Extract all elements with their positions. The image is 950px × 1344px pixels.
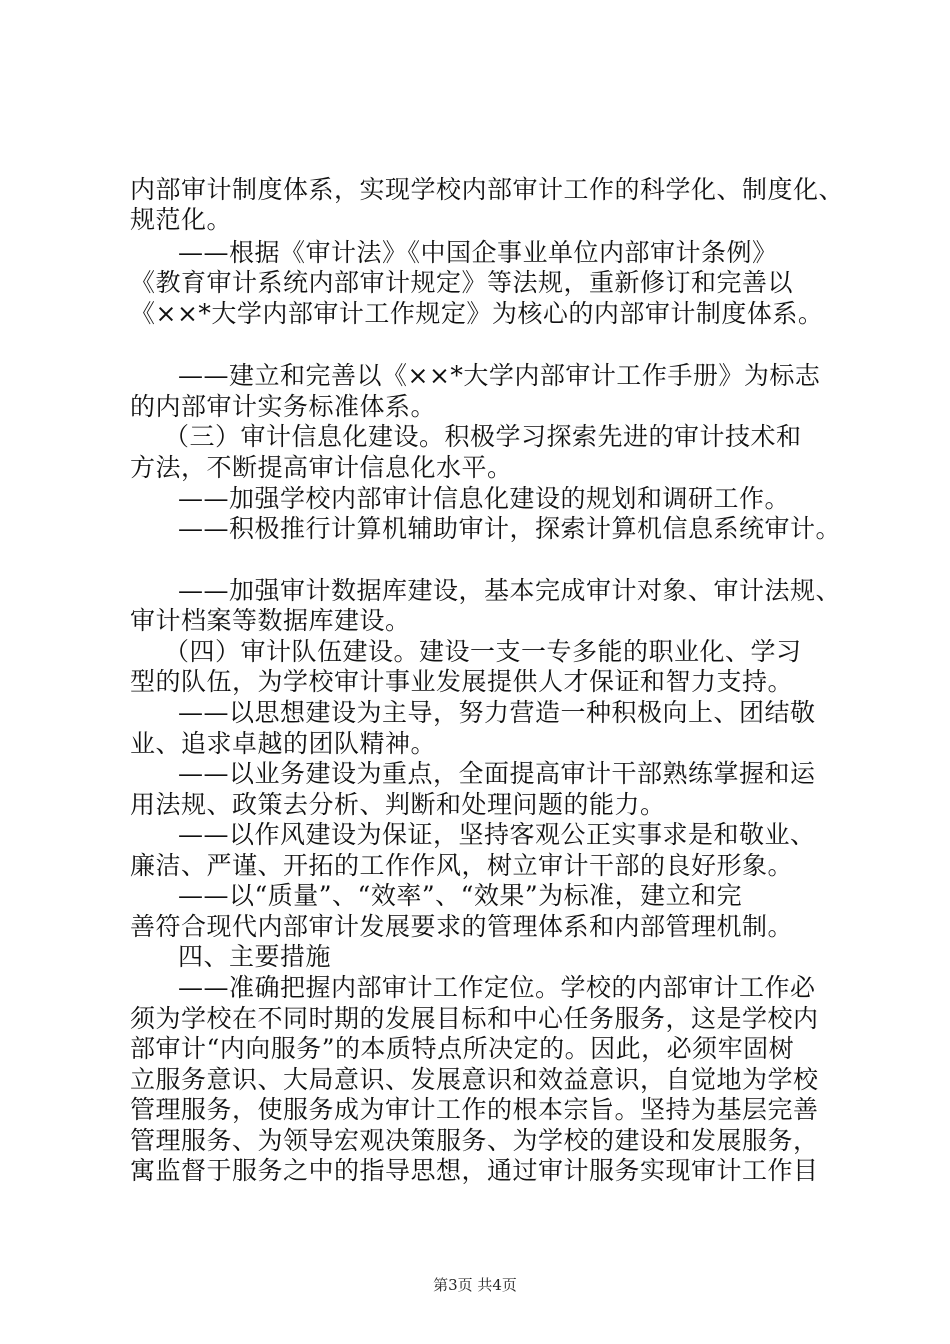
text-line: 内部审计制度体系，实现学校内部审计工作的科学化、制度化、 xyxy=(130,175,845,204)
text-line: （三）审计信息化建设。积极学习探索先进的审计技术和 xyxy=(164,422,802,451)
text-line: 廉洁、严谨、开拓的工作作风，树立审计干部的良好形象。 xyxy=(130,851,794,880)
text-line: ——建立和完善以《××*大学内部审计工作手册》为标志 xyxy=(178,361,821,390)
text-line: ——准确把握内部审计工作定位。学校的内部审计工作必 xyxy=(178,973,816,1002)
text-line: 管理服务，使服务成为审计工作的根本宗旨。坚持为基层完善 xyxy=(130,1095,819,1124)
text-line: ——以业务建设为重点，全面提高审计干部熟练掌握和运 xyxy=(178,759,816,788)
text-line: 寓监督于服务之中的指导思想，通过审计服务实现审计工作目 xyxy=(130,1156,819,1185)
text-line: 管理服务、为领导宏观决策服务、为学校的建设和发展服务， xyxy=(130,1126,819,1155)
text-line: 业、追求卓越的团队精神。 xyxy=(130,729,437,758)
text-line: 方法，不断提高审计信息化水平。 xyxy=(130,453,513,482)
text-line: 审计档案等数据库建设。 xyxy=(130,606,411,635)
text-line: 规范化。 xyxy=(130,205,233,234)
page-footer: 第3页 共4页 xyxy=(433,1276,517,1294)
text-line: ——积极推行计算机辅助审计，探索计算机信息系统审计。 xyxy=(178,514,842,543)
text-line: （四）审计队伍建设。建设一支一专多能的职业化、学习 xyxy=(164,637,802,666)
text-line: 《××*大学内部审计工作规定》为核心的内部审计制度体系。 xyxy=(130,299,824,328)
text-line: 《教育审计系统内部审计规定》等法规，重新修订和完善以 xyxy=(130,268,794,297)
text-line: ——以“质量”、“效率”、“效果”为标准，建立和完 xyxy=(178,881,743,910)
text-line: ——根据《审计法》《中国企事业单位内部审计条例》 xyxy=(178,238,778,267)
text-line: 须为学校在不同时期的发展目标和中心任务服务，这是学校内 xyxy=(130,1004,819,1033)
text-line: 善符合现代内部审计发展要求的管理体系和内部管理机制。 xyxy=(130,912,794,941)
text-line: ——加强学校内部审计信息化建设的规划和调研工作。 xyxy=(178,484,791,513)
text-line: 立服务意识、大局意识、发展意识和效益意识，自觉地为学校 xyxy=(130,1065,819,1094)
text-line: 部审计“内向服务”的本质特点所决定的。因此，必须牢固树 xyxy=(130,1034,795,1063)
text-line: 的内部审计实务标准体系。 xyxy=(130,392,437,421)
text-line: 型的队伍，为学校审计事业发展提供人才保证和智力支持。 xyxy=(130,667,794,696)
section-heading: 四、主要措施 xyxy=(178,942,332,971)
text-line: 用法规、政策去分析、判断和处理问题的能力。 xyxy=(130,790,666,819)
text-line: ——以作风建设为保证，坚持客观公正实事求是和敬业、 xyxy=(178,820,816,849)
text-line: ——以思想建设为主导，努力营造一种积极向上、团结敬 xyxy=(178,698,816,727)
text-line: ——加强审计数据库建设，基本完成审计对象、审计法规、 xyxy=(178,576,842,605)
